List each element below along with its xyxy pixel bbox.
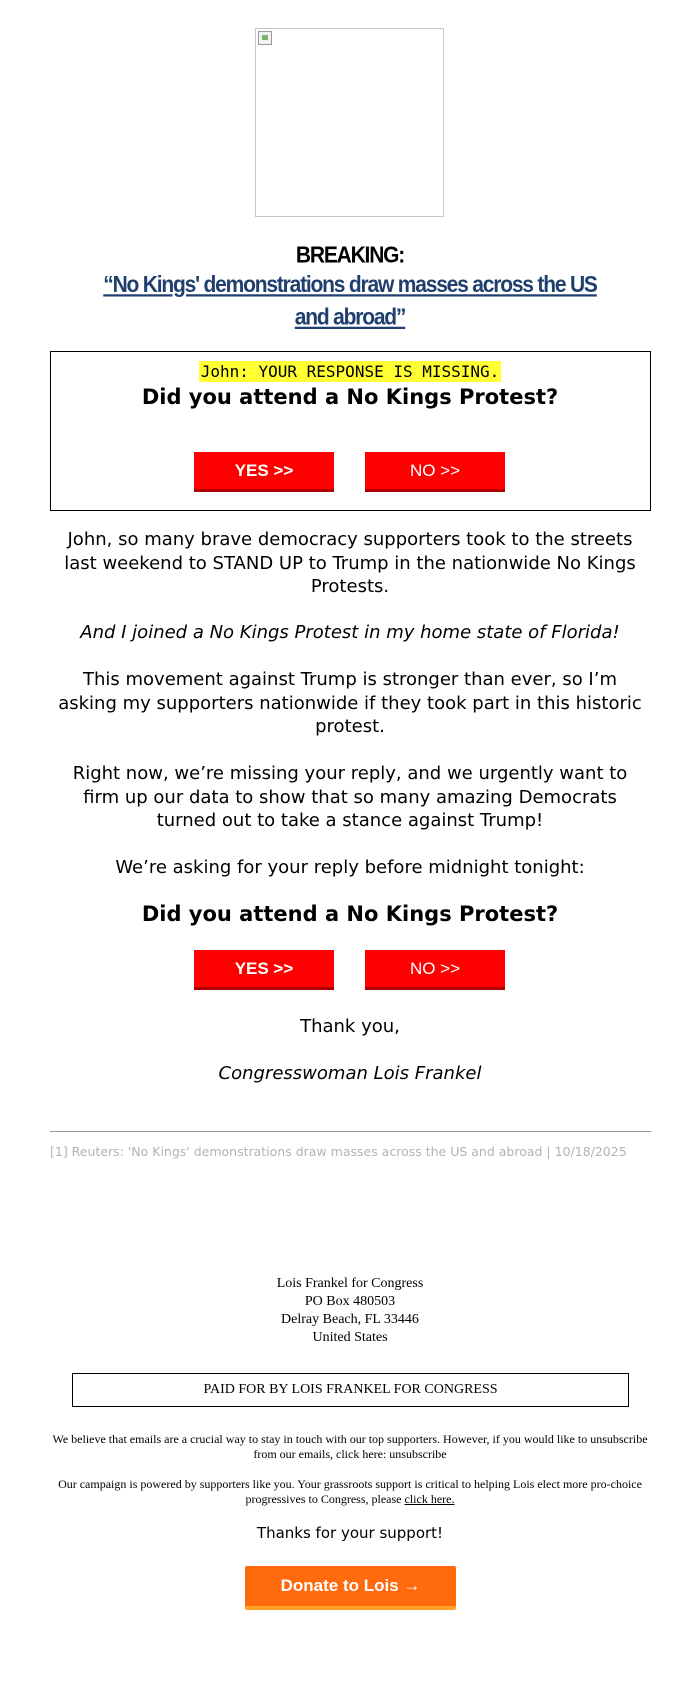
click-here-link[interactable]: click here. [404, 1492, 455, 1506]
thanks-for-support: Thanks for your support! [256, 1524, 444, 1542]
body-paragraph-5: We’re asking for your reply before midnight tonight: [115, 857, 585, 878]
unsubscribe-text[interactable]: We believe that emails are a crucial way to stay in touch with our top supporters. However, if you would like to unsubscribe from our emails, click here: unsubscribe [52, 1432, 648, 1461]
missing-response-notice [0, 362, 700, 381]
grassroots-body: Our campaign is powered by supporters like you. Your grassroots support is critical to helping Lois elect more pro-choice progressives to Congress, please [58, 1477, 642, 1506]
donate-button[interactable]: Donate to Lois → [245, 1566, 456, 1610]
broken-image-icon [258, 31, 272, 45]
address-line-2: PO Box 480503 [304, 1294, 396, 1309]
hero-image [255, 28, 444, 217]
yes-button[interactable]: YES >> [194, 452, 334, 492]
closing-text: Thank you, [300, 1016, 400, 1037]
body-paragraph-4: Right now, we’re missing your reply, and we urgently want to firm up our data to show that so many amazing Democrats turned out to take a stance against Trump! [72, 763, 628, 831]
body-paragraph-2: And I joined a No Kings Protest in my home state of Florida! [80, 622, 620, 643]
missing-response-text: John: YOUR RESPONSE IS MISSING. [200, 362, 500, 381]
footnote: [1] Reuters: 'No Kings' demonstrations draw masses across the US and abroad | 10/18/2025 [50, 1144, 627, 1159]
poll-question-2: Did you attend a No Kings Protest? [141, 902, 559, 926]
grassroots-text [45, 1477, 655, 1507]
body-paragraph-3: This movement against Trump is stronger than ever, so I’m asking my supporters nationwide if they took part in this historic protest. [58, 669, 642, 737]
paid-for-disclaimer: PAID FOR BY LOIS FRANKEL FOR CONGRESS [72, 1373, 629, 1407]
signature: Congresswoman Lois Frankel [218, 1063, 482, 1084]
body-paragraph-1: John, so many brave democracy supporters took to the streets last weekend to STAND UP to Trump in the nationwide No Kings Protests. [64, 529, 636, 597]
yes-button-2[interactable]: YES >> [194, 950, 334, 990]
no-button-2[interactable]: NO >> [365, 950, 505, 990]
headline-link[interactable]: “No Kings' demonstrations draw masses across the US and abroad” [103, 271, 597, 331]
address-line-4: United States [312, 1330, 388, 1345]
poll-question: Did you attend a No Kings Protest? [141, 385, 559, 409]
address-line-3: Delray Beach, FL 33446 [281, 1312, 419, 1327]
divider [50, 1131, 651, 1132]
address-line-1: Lois Frankel for Congress [276, 1276, 424, 1291]
breaking-label: BREAKING: [295, 242, 405, 269]
mailing-address [0, 1275, 700, 1347]
no-button[interactable]: NO >> [365, 452, 505, 492]
